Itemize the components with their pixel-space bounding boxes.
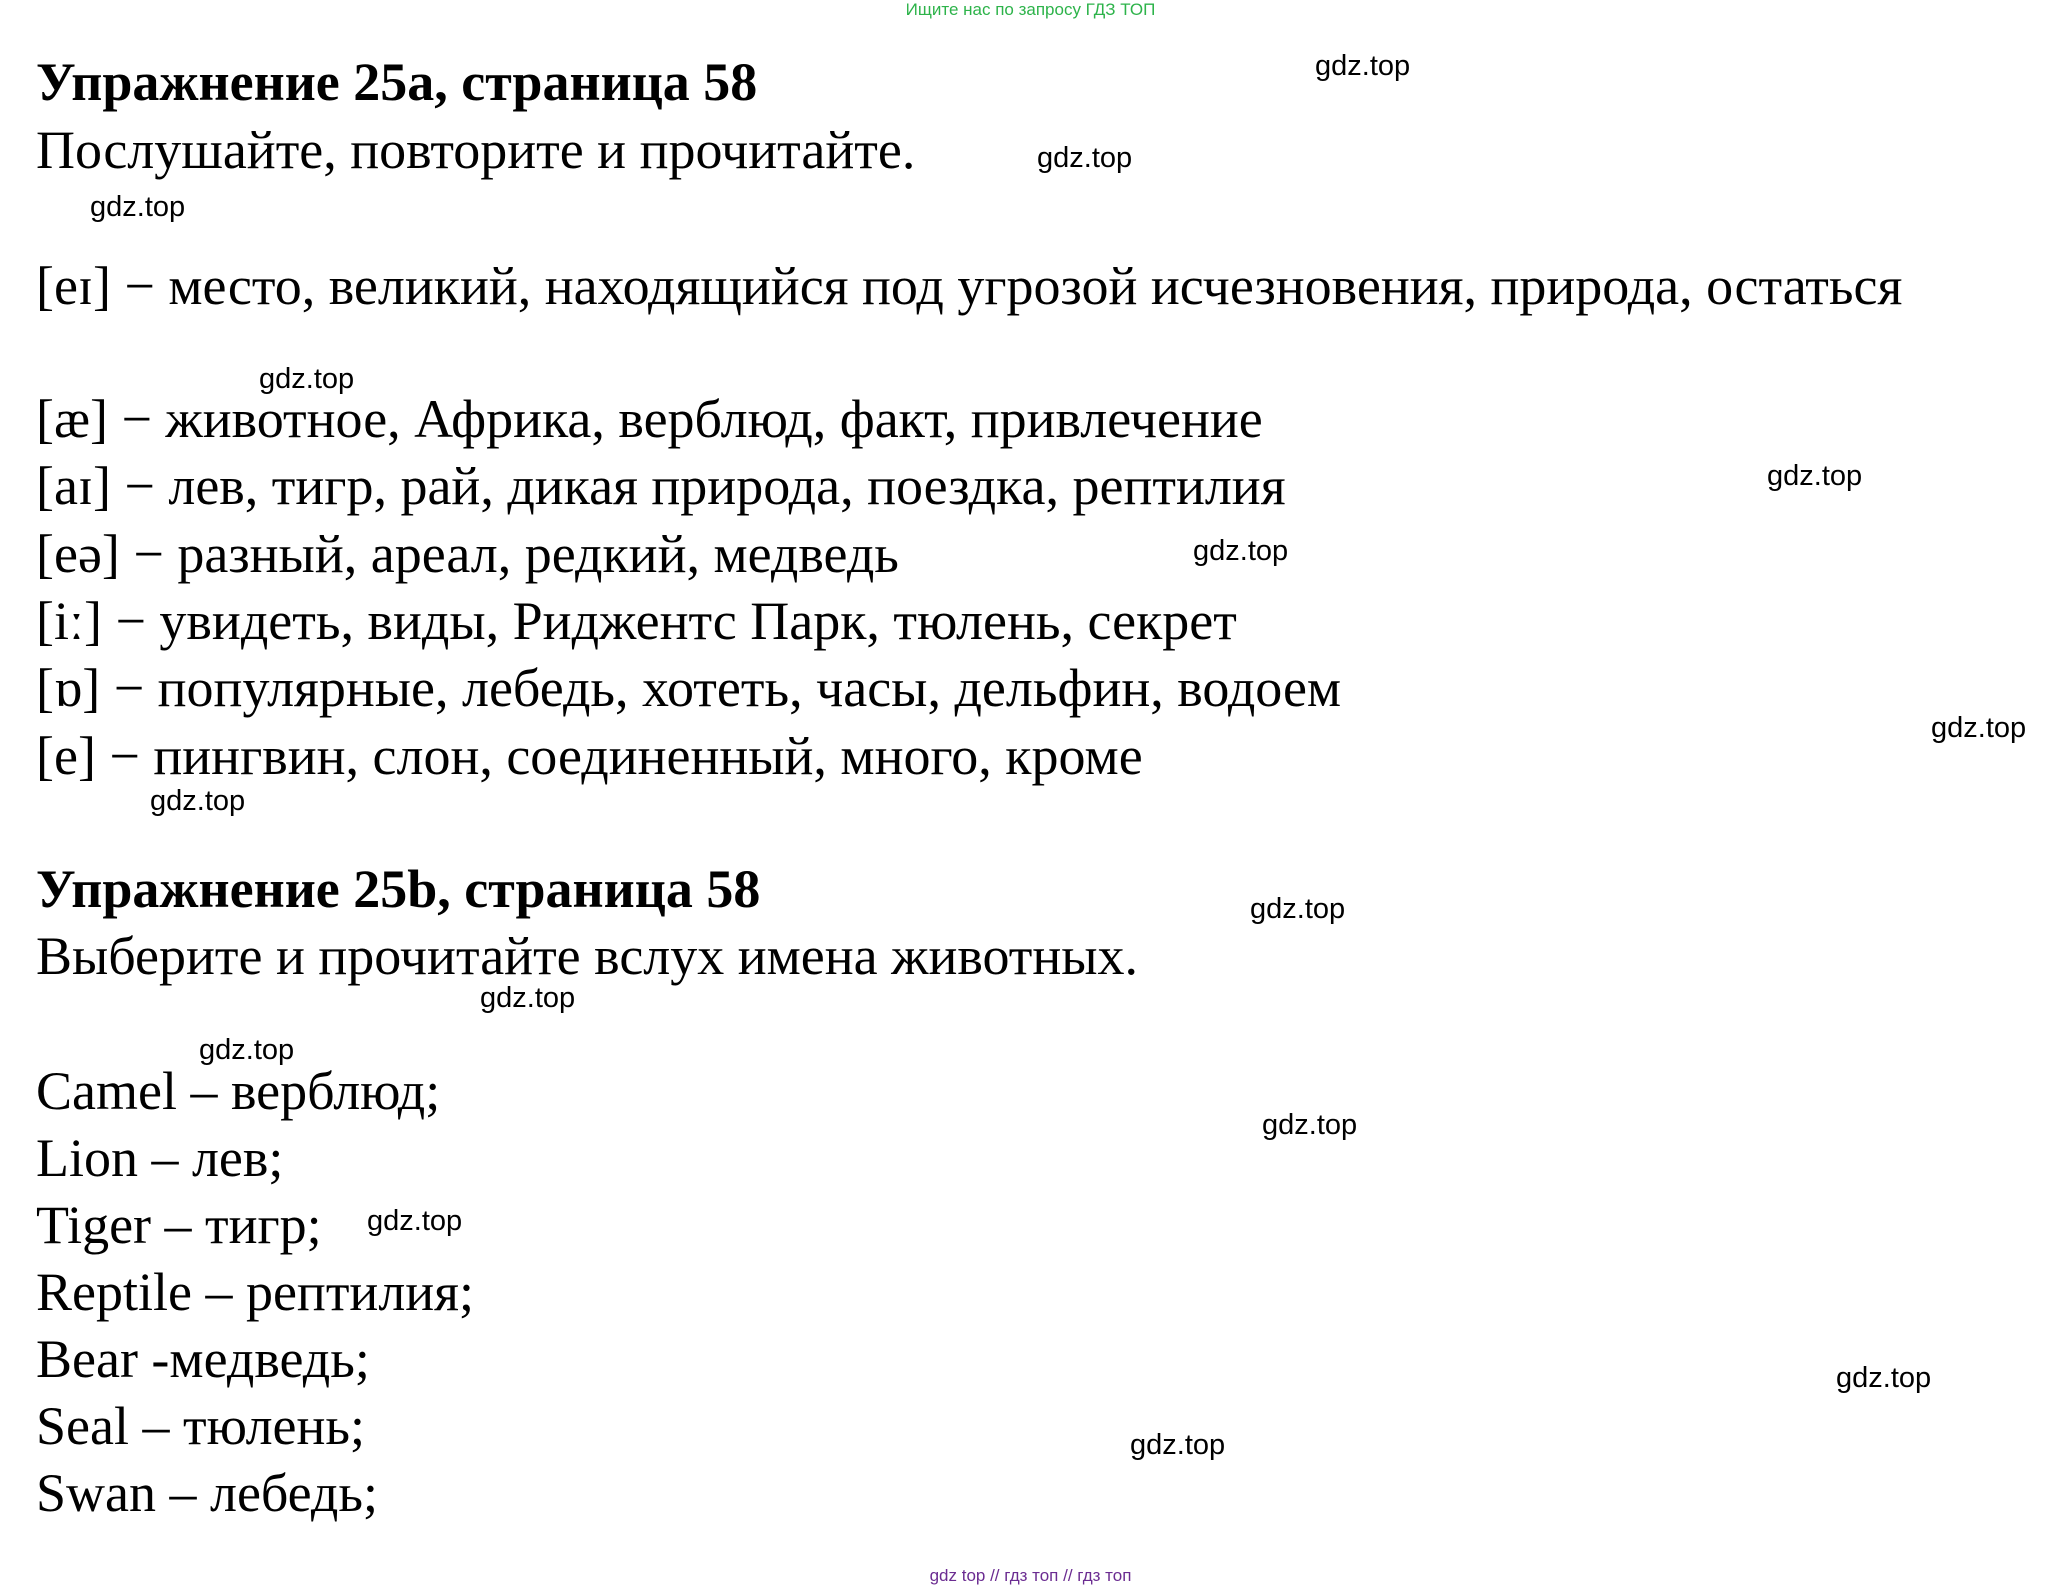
animal-row-seal: Seal – тюлень; — [36, 1396, 366, 1456]
watermark: gdz.top — [367, 1205, 463, 1237]
phonetic-row-ae: [æ] − животное, Африка, верблюд, факт, привлечение — [36, 389, 1263, 449]
watermark: gdz.top — [1315, 50, 1411, 82]
watermark: gdz.top — [1767, 460, 1863, 492]
phonetic-row-o-short: [ɒ] − популярные, лебедь, хотеть, часы, дельфин, водоем — [36, 658, 1342, 718]
watermark: gdz.top — [1037, 142, 1133, 174]
watermark: gdz.top — [259, 363, 355, 395]
watermark: gdz.top — [1193, 535, 1289, 567]
animal-row-camel: Camel – верблюд; — [36, 1061, 441, 1121]
animal-row-tiger: Tiger – тигр; — [36, 1195, 322, 1255]
watermark: gdz.top — [1250, 893, 1346, 925]
animal-row-lion: Lion – лев; — [36, 1128, 284, 1188]
exercise-25a-instruction: Послушайте, повторите и прочитайте. — [36, 120, 916, 180]
phonetic-row-ei: [eɪ] − место, великий, находящийся под угрозой исчезновения, природа, остаться — [36, 256, 1903, 316]
watermark: gdz.top — [480, 982, 576, 1014]
phonetic-row-ai: [aɪ] − лев, тигр, рай, дикая природа, поездка, рептилия — [36, 456, 1286, 516]
phonetic-row-ea: [eə] − разный, ареал, редкий, медведь — [36, 524, 899, 584]
phonetic-row-e: [e] − пингвин, слон, соединенный, много, кроме — [36, 726, 1143, 786]
watermark: gdz.top — [1931, 712, 2027, 744]
watermark: gdz.top — [1262, 1109, 1358, 1141]
footer-links: gdz top // гдз топ // гдз топ — [929, 1566, 1132, 1585]
watermark: gdz.top — [1836, 1362, 1932, 1394]
animal-row-swan: Swan – лебедь; — [36, 1463, 379, 1523]
exercise-25b-heading: Упражнение 25b, страница 58 — [36, 859, 761, 919]
watermark: gdz.top — [150, 785, 246, 817]
watermark: gdz.top — [90, 191, 186, 223]
phonetic-row-i-long: [iː] − увидеть, виды, Риджентс Парк, тюлень, секрет — [36, 591, 1237, 651]
exercise-25b-instruction: Выберите и прочитайте вслух имена животных. — [36, 926, 1139, 986]
watermark: gdz.top — [199, 1034, 295, 1066]
watermark: gdz.top — [1130, 1429, 1226, 1461]
animal-row-reptile: Reptile – рептилия; — [36, 1262, 475, 1322]
search-banner: Ищите нас по запросу ГДЗ ТОП — [905, 0, 1156, 19]
animal-row-bear: Bear -медведь; — [36, 1329, 370, 1389]
exercise-25a-heading: Упражнение 25a, страница 58 — [36, 52, 758, 112]
